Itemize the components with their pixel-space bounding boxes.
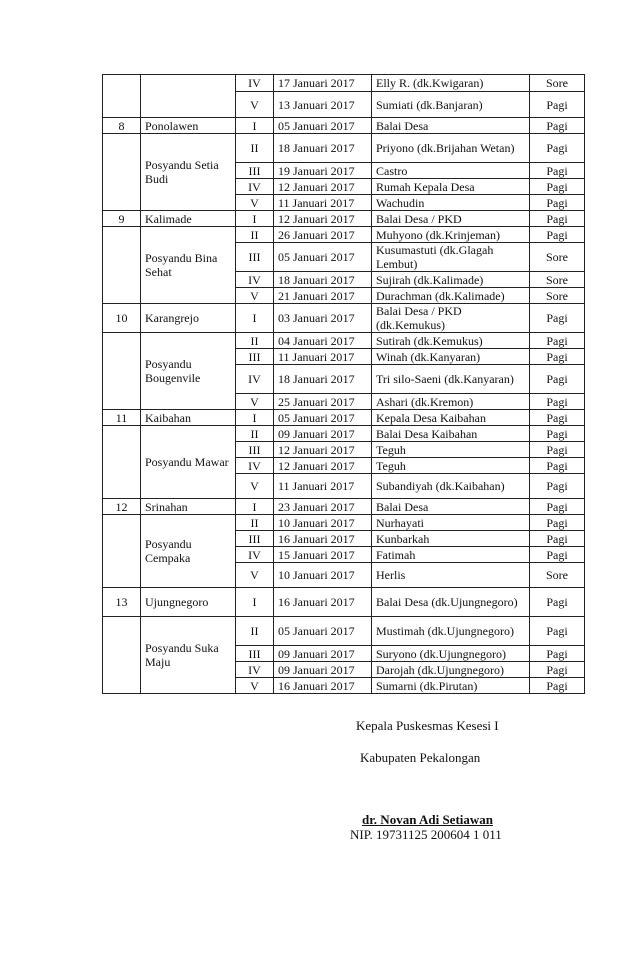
time-cell: Pagi xyxy=(530,92,585,118)
place-cell: Sumiati (dk.Banjaran) xyxy=(372,92,530,118)
table-row xyxy=(103,588,585,617)
time-cell: Pagi xyxy=(530,410,585,426)
date-cell: 12 Januari 2017 xyxy=(274,442,372,458)
table-row xyxy=(103,134,585,163)
date-cell: 12 Januari 2017 xyxy=(274,211,372,227)
session-cell: V xyxy=(236,678,274,694)
place-cell: Balai Desa (dk.Ujungnegoro) xyxy=(372,588,530,617)
time-cell: Pagi xyxy=(530,617,585,646)
time-cell: Pagi xyxy=(530,588,585,617)
table-row xyxy=(103,426,585,442)
table-row xyxy=(103,304,585,333)
table-row xyxy=(103,227,585,243)
place-cell: Subandiyah (dk.Kaibahan) xyxy=(372,474,530,499)
time-cell: Pagi xyxy=(530,442,585,458)
session-cell: I xyxy=(236,499,274,515)
number-cell: 8 xyxy=(103,118,141,134)
session-cell: I xyxy=(236,118,274,134)
time-cell: Pagi xyxy=(530,349,585,365)
location-cell: Posyandu Setia Budi xyxy=(141,134,236,211)
session-cell: II xyxy=(236,617,274,646)
time-cell: Pagi xyxy=(530,163,585,179)
session-cell: IV xyxy=(236,662,274,678)
date-cell: 21 Januari 2017 xyxy=(274,288,372,304)
table-row xyxy=(103,118,585,134)
time-cell: Pagi xyxy=(530,211,585,227)
place-cell: Balai Desa xyxy=(372,118,530,134)
table-row xyxy=(103,333,585,349)
table-row xyxy=(103,410,585,426)
number-cell: 10 xyxy=(103,304,141,333)
session-cell: IV xyxy=(236,547,274,563)
place-cell: Durachman (dk.Kalimade) xyxy=(372,288,530,304)
signatory-name: dr. Novan Adi Setiawan xyxy=(362,812,493,827)
place-cell: Balai Desa / PKD (dk.Kemukus) xyxy=(372,304,530,333)
date-cell: 09 Januari 2017 xyxy=(274,426,372,442)
time-cell: Pagi xyxy=(530,678,585,694)
date-cell: 12 Januari 2017 xyxy=(274,458,372,474)
place-cell: Tri silo-Saeni (dk.Kanyaran) xyxy=(372,365,530,394)
time-cell: Pagi xyxy=(530,195,585,211)
number-cell xyxy=(103,333,141,410)
session-cell: III xyxy=(236,442,274,458)
session-cell: IV xyxy=(236,272,274,288)
number-cell: 9 xyxy=(103,211,141,227)
time-cell: Sore xyxy=(530,75,585,92)
time-cell: Pagi xyxy=(530,426,585,442)
number-cell: 13 xyxy=(103,588,141,617)
place-cell: Teguh xyxy=(372,442,530,458)
date-cell: 17 Januari 2017 xyxy=(274,75,372,92)
time-cell: Sore xyxy=(530,563,585,588)
location-cell: Srinahan xyxy=(141,499,236,515)
date-cell: 23 Januari 2017 xyxy=(274,499,372,515)
place-cell: Mustimah (dk.Ujungnegoro) xyxy=(372,617,530,646)
session-cell: III xyxy=(236,646,274,662)
date-cell: 11 Januari 2017 xyxy=(274,349,372,365)
location-cell xyxy=(141,75,236,118)
signatory-nip: NIP. 19731125 200604 1 011 xyxy=(350,827,502,842)
date-cell: 15 Januari 2017 xyxy=(274,547,372,563)
place-cell: Sutirah (dk.Kemukus) xyxy=(372,333,530,349)
location-cell: Karangrejo xyxy=(141,304,236,333)
date-cell: 04 Januari 2017 xyxy=(274,333,372,349)
time-cell: Pagi xyxy=(530,646,585,662)
time-cell: Sore xyxy=(530,243,585,272)
date-cell: 13 Januari 2017 xyxy=(274,92,372,118)
time-cell: Pagi xyxy=(530,227,585,243)
date-cell: 16 Januari 2017 xyxy=(274,531,372,547)
date-cell: 18 Januari 2017 xyxy=(274,134,372,163)
number-cell xyxy=(103,617,141,694)
session-cell: V xyxy=(236,394,274,410)
place-cell: Rumah Kepala Desa xyxy=(372,179,530,195)
number-cell: 12 xyxy=(103,499,141,515)
time-cell: Pagi xyxy=(530,531,585,547)
session-cell: II xyxy=(236,134,274,163)
time-cell: Pagi xyxy=(530,547,585,563)
date-cell: 05 Januari 2017 xyxy=(274,410,372,426)
session-cell: I xyxy=(236,410,274,426)
place-cell: Sumarni (dk.Pirutan) xyxy=(372,678,530,694)
place-cell: Darojah (dk.Ujungnegoro) xyxy=(372,662,530,678)
time-cell: Pagi xyxy=(530,474,585,499)
date-cell: 10 Januari 2017 xyxy=(274,563,372,588)
date-cell: 05 Januari 2017 xyxy=(274,118,372,134)
session-cell: V xyxy=(236,195,274,211)
location-cell: Kaibahan xyxy=(141,410,236,426)
place-cell: Balai Desa / PKD xyxy=(372,211,530,227)
place-cell: Balai Desa Kaibahan xyxy=(372,426,530,442)
date-cell: 18 Januari 2017 xyxy=(274,272,372,288)
place-cell: Sujirah (dk.Kalimade) xyxy=(372,272,530,288)
schedule-body xyxy=(103,75,585,694)
session-cell: V xyxy=(236,288,274,304)
session-cell: IV xyxy=(236,75,274,92)
location-cell: Ujungnegoro xyxy=(141,588,236,617)
session-cell: II xyxy=(236,333,274,349)
place-cell: Priyono (dk.Brijahan Wetan) xyxy=(372,134,530,163)
session-cell: V xyxy=(236,563,274,588)
place-cell: Kusumastuti (dk.Glagah Lembut) xyxy=(372,243,530,272)
time-cell: Pagi xyxy=(530,458,585,474)
time-cell: Pagi xyxy=(530,333,585,349)
number-cell xyxy=(103,515,141,588)
date-cell: 05 Januari 2017 xyxy=(274,617,372,646)
time-cell: Pagi xyxy=(530,499,585,515)
date-cell: 11 Januari 2017 xyxy=(274,474,372,499)
location-cell: Kalimade xyxy=(141,211,236,227)
location-cell: Ponolawen xyxy=(141,118,236,134)
date-cell: 09 Januari 2017 xyxy=(274,662,372,678)
date-cell: 09 Januari 2017 xyxy=(274,646,372,662)
session-cell: III xyxy=(236,349,274,365)
table-row xyxy=(103,515,585,531)
location-cell: Posyandu Suka Maju xyxy=(141,617,236,694)
number-cell xyxy=(103,426,141,499)
place-cell: Fatimah xyxy=(372,547,530,563)
table-row xyxy=(103,617,585,646)
number-cell xyxy=(103,134,141,211)
place-cell: Teguh xyxy=(372,458,530,474)
time-cell: Pagi xyxy=(530,394,585,410)
signatory-region: Kabupaten Pekalongan xyxy=(360,750,481,765)
date-cell: 25 Januari 2017 xyxy=(274,394,372,410)
time-cell: Pagi xyxy=(530,179,585,195)
session-cell: II xyxy=(236,515,274,531)
session-cell: V xyxy=(236,474,274,499)
place-cell: Elly R. (dk.Kwigaran) xyxy=(372,75,530,92)
location-cell: Posyandu Bina Sehat xyxy=(141,227,236,304)
session-cell: IV xyxy=(236,365,274,394)
number-cell xyxy=(103,75,141,118)
number-cell xyxy=(103,227,141,304)
session-cell: II xyxy=(236,227,274,243)
date-cell: 16 Januari 2017 xyxy=(274,588,372,617)
time-cell: Sore xyxy=(530,272,585,288)
date-cell: 16 Januari 2017 xyxy=(274,678,372,694)
place-cell: Kunbarkah xyxy=(372,531,530,547)
session-cell: I xyxy=(236,211,274,227)
place-cell: Nurhayati xyxy=(372,515,530,531)
date-cell: 10 Januari 2017 xyxy=(274,515,372,531)
table-row xyxy=(103,75,585,92)
place-cell: Wachudin xyxy=(372,195,530,211)
date-cell: 18 Januari 2017 xyxy=(274,365,372,394)
date-cell: 12 Januari 2017 xyxy=(274,179,372,195)
place-cell: Muhyono (dk.Krinjeman) xyxy=(372,227,530,243)
time-cell: Pagi xyxy=(530,134,585,163)
time-cell: Pagi xyxy=(530,118,585,134)
session-cell: I xyxy=(236,588,274,617)
place-cell: Herlis xyxy=(372,563,530,588)
date-cell: 19 Januari 2017 xyxy=(274,163,372,179)
session-cell: V xyxy=(236,92,274,118)
number-cell: 11 xyxy=(103,410,141,426)
table-row xyxy=(103,211,585,227)
date-cell: 03 Januari 2017 xyxy=(274,304,372,333)
session-cell: I xyxy=(236,304,274,333)
time-cell: Pagi xyxy=(530,304,585,333)
place-cell: Balai Desa xyxy=(372,499,530,515)
time-cell: Pagi xyxy=(530,662,585,678)
table-row xyxy=(103,499,585,515)
place-cell: Castro xyxy=(372,163,530,179)
session-cell: III xyxy=(236,163,274,179)
session-cell: IV xyxy=(236,179,274,195)
place-cell: Kepala Desa Kaibahan xyxy=(372,410,530,426)
date-cell: 11 Januari 2017 xyxy=(274,195,372,211)
session-cell: III xyxy=(236,531,274,547)
location-cell: Posyandu Mawar xyxy=(141,426,236,499)
time-cell: Sore xyxy=(530,288,585,304)
session-cell: IV xyxy=(236,458,274,474)
signatory-title: Kepala Puskesmas Kesesi I xyxy=(356,718,499,733)
place-cell: Ashari (dk.Kremon) xyxy=(372,394,530,410)
time-cell: Pagi xyxy=(530,365,585,394)
session-cell: III xyxy=(236,243,274,272)
place-cell: Winah (dk.Kanyaran) xyxy=(372,349,530,365)
date-cell: 26 Januari 2017 xyxy=(274,227,372,243)
schedule-table xyxy=(102,74,585,694)
location-cell: Posyandu Bougenvile xyxy=(141,333,236,410)
place-cell: Suryono (dk.Ujungnegoro) xyxy=(372,646,530,662)
date-cell: 05 Januari 2017 xyxy=(274,243,372,272)
location-cell: Posyandu Cempaka xyxy=(141,515,236,588)
time-cell: Pagi xyxy=(530,515,585,531)
session-cell: II xyxy=(236,426,274,442)
